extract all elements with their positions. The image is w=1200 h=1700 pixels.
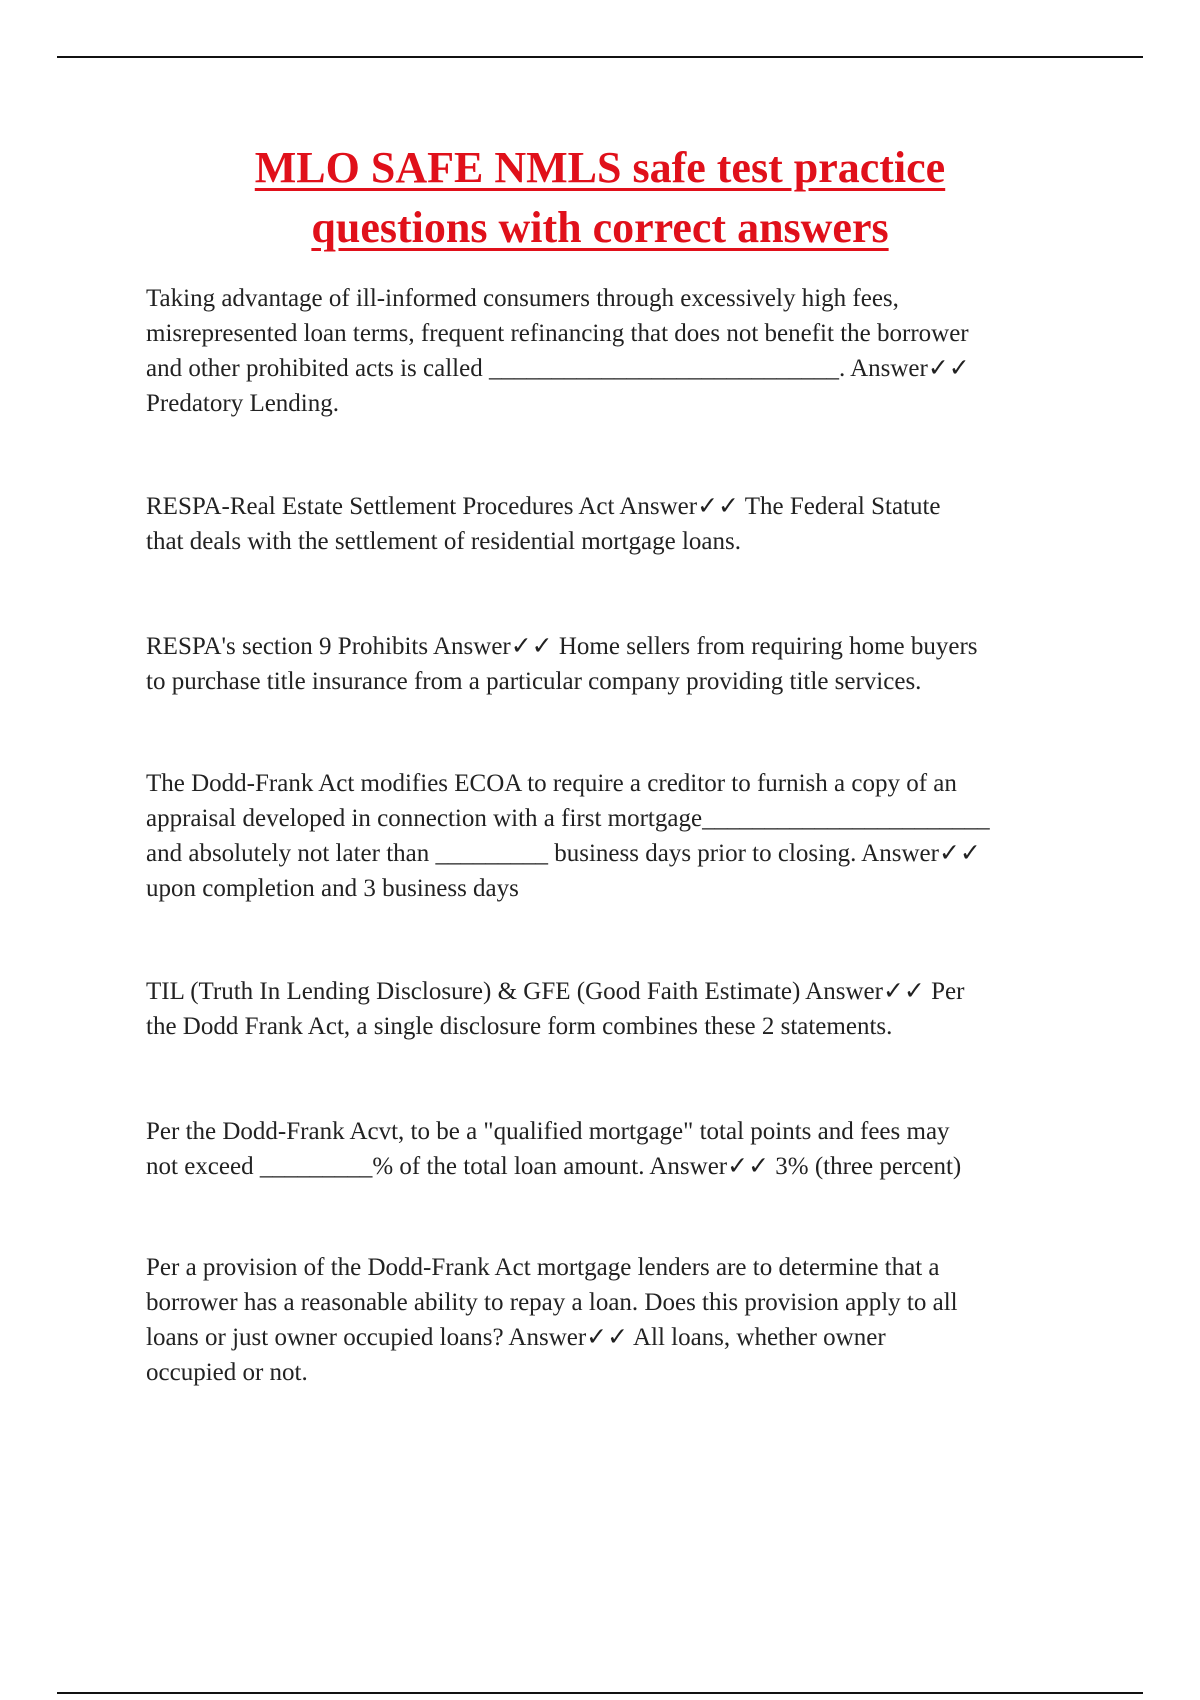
qa-line: Per a provision of the Dodd-Frank Act mortgage lenders are to determine that a (146, 1254, 940, 1281)
title-line-2: questions with correct answers (311, 203, 889, 252)
qa-line: Predatory Lending. (146, 390, 340, 417)
qa-line: upon completion and 3 business days (146, 875, 519, 902)
qa-line: to purchase title insurance from a particular company providing title services. (146, 668, 922, 695)
qa-item (146, 629, 1096, 699)
qa-item (146, 489, 1096, 559)
qa-item (146, 1114, 1096, 1184)
qa-item (146, 1250, 1096, 1390)
qa-line: not exceed _________% of the total loan amount. Answer✓✓ 3% (three percent) (146, 1153, 962, 1180)
qa-item (146, 281, 1096, 421)
qa-line: the Dodd Frank Act, a single disclosure form combines these 2 statements. (146, 1013, 893, 1040)
qa-line: misrepresented loan terms, frequent refinancing that does not benefit the borrower (146, 320, 969, 347)
qa-line: borrower has a reasonable ability to repay a loan. Does this provision apply to all (146, 1289, 958, 1316)
qa-line: TIL (Truth In Lending Disclosure) & GFE (Good Faith Estimate) Answer✓✓ Per (146, 978, 965, 1005)
footer-rule (57, 1692, 1143, 1694)
header-rule (57, 56, 1143, 58)
qa-line: appraisal developed in connection with a first mortgage_______________________ (146, 805, 990, 832)
qa-line: and absolutely not later than _________ business days prior to closing. Answer✓✓ (146, 840, 981, 867)
qa-line: Per the Dodd-Frank Acvt, to be a "qualified mortgage" total points and fees may (146, 1118, 950, 1145)
qa-line: occupied or not. (146, 1359, 308, 1386)
qa-line: RESPA-Real Estate Settlement Procedures Act Answer✓✓ The Federal Statute (146, 493, 941, 520)
document-title (100, 138, 1100, 258)
qa-item (146, 974, 1096, 1044)
qa-item (146, 766, 1096, 906)
qa-line: loans or just owner occupied loans? Answer✓✓ All loans, whether owner (146, 1324, 886, 1351)
qa-line: RESPA's section 9 Prohibits Answer✓✓ Home sellers from requiring home buyers (146, 633, 978, 660)
qa-line: The Dodd-Frank Act modifies ECOA to require a creditor to furnish a copy of an (146, 770, 957, 797)
title-line-1: MLO SAFE NMLS safe test practice (254, 143, 946, 192)
qa-line: and other prohibited acts is called ____________________________. Answer✓✓ (146, 355, 970, 382)
qa-line: Taking advantage of ill-informed consumers through excessively high fees, (146, 285, 899, 312)
qa-line: that deals with the settlement of residential mortgage loans. (146, 528, 741, 555)
